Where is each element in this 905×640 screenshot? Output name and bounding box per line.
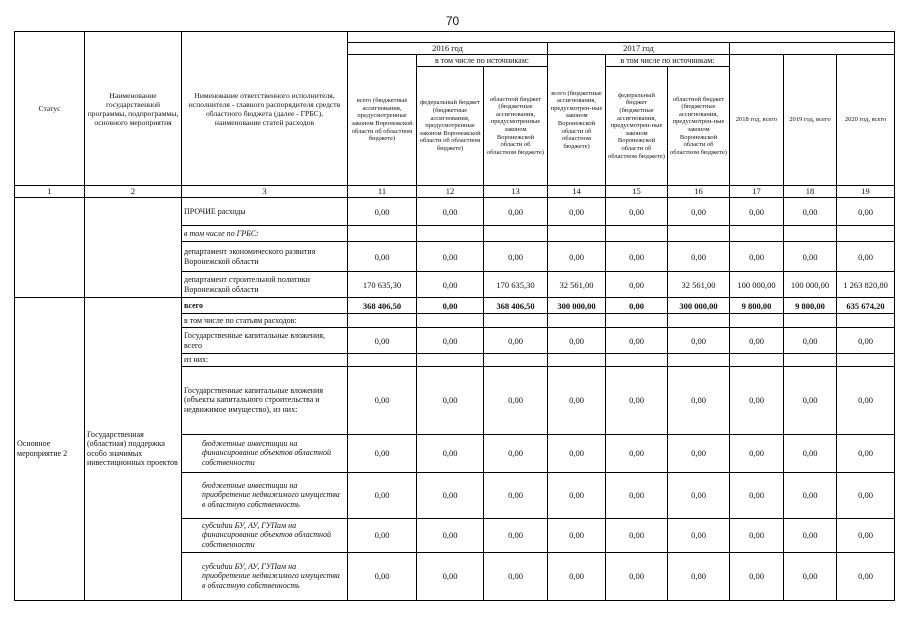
value-cell: 0,00 — [606, 298, 668, 314]
value-cell — [668, 226, 730, 242]
value-cell: 0,00 — [730, 434, 784, 472]
value-cell: 100 000,00 — [784, 272, 837, 298]
row-label: субсидии БУ, АУ, ГУПам на финансирование объектов областной собственности — [182, 518, 348, 552]
value-cell: 368 406,50 — [484, 298, 548, 314]
value-cell: 0,00 — [837, 472, 895, 518]
value-cell: 0,00 — [348, 552, 417, 600]
value-cell: 0,00 — [348, 242, 417, 272]
value-cell: 0,00 — [417, 328, 484, 354]
row-label: из них: — [182, 354, 348, 367]
value-cell: 0,00 — [606, 472, 668, 518]
value-cell: 0,00 — [606, 434, 668, 472]
value-cell: 0,00 — [837, 434, 895, 472]
value-cell — [668, 314, 730, 328]
value-cell: 0,00 — [548, 434, 606, 472]
value-cell: 0,00 — [837, 552, 895, 600]
value-cell: 0,00 — [548, 518, 606, 552]
budget-table — [14, 31, 895, 601]
column-number: 18 — [784, 186, 837, 198]
table-row — [15, 198, 895, 226]
row-label: департамент экономического развития Воронежской области — [182, 242, 348, 272]
value-cell: 0,00 — [484, 366, 548, 434]
column-number: 19 — [837, 186, 895, 198]
header-status: Статус — [15, 32, 85, 186]
header-later-years-spacer — [730, 43, 895, 55]
column-number: 16 — [668, 186, 730, 198]
status-cell-empty — [15, 198, 85, 298]
row-label: бюджетные инвестиции на финансирование объектов областной собственности — [182, 434, 348, 472]
header-2019: 2019 год, всего — [784, 55, 837, 186]
value-cell: 0,00 — [668, 366, 730, 434]
value-cell: 0,00 — [784, 518, 837, 552]
value-cell: 0,00 — [417, 242, 484, 272]
row-label: в том числе по ГРБС: — [182, 226, 348, 242]
value-cell: 0,00 — [417, 434, 484, 472]
value-cell: 0,00 — [668, 434, 730, 472]
value-cell: 0,00 — [730, 472, 784, 518]
header-executor: Нименование ответственного исполнителя, исполнителя - главного распорядителя средств областного бюджета (далее - ГРБС), наименование статей расходов — [182, 32, 348, 186]
row-label: Государственные капитальные вложения, всего — [182, 328, 348, 354]
program-cell: Государственная (областная) поддержка особо значимых инвестиционных проектов — [85, 298, 182, 601]
value-cell: 0,00 — [837, 328, 895, 354]
value-cell: 0,00 — [417, 298, 484, 314]
value-cell — [784, 354, 837, 367]
value-cell: 0,00 — [606, 552, 668, 600]
row-label: субсидии БУ, АУ, ГУПам на приобретение недвижимого имущества в областную собственность — [182, 552, 348, 600]
value-cell — [730, 226, 784, 242]
value-cell: 0,00 — [484, 472, 548, 518]
value-cell: 9 800,00 — [730, 298, 784, 314]
row-label: департамент строительной политики Воронежской области — [182, 272, 348, 298]
value-cell: 0,00 — [484, 198, 548, 226]
value-cell — [606, 354, 668, 367]
value-cell: 0,00 — [730, 198, 784, 226]
row-label: ПРОЧИЕ расходы — [182, 198, 348, 226]
value-cell: 0,00 — [548, 198, 606, 226]
value-cell: 0,00 — [548, 328, 606, 354]
value-cell — [548, 314, 606, 328]
value-cell: 368 406,50 — [348, 298, 417, 314]
table-row — [15, 298, 895, 314]
value-cell: 0,00 — [348, 472, 417, 518]
value-cell: 0,00 — [837, 242, 895, 272]
column-number: 2 — [85, 186, 182, 198]
value-cell — [837, 314, 895, 328]
value-cell: 0,00 — [484, 434, 548, 472]
value-cell: 0,00 — [484, 518, 548, 552]
value-cell: 0,00 — [548, 366, 606, 434]
row-label: Государственные капитальные вложения (объекты капитального строительства и недвижимое имущество), из них: — [182, 366, 348, 434]
header-regional-2016: областной бюджет (бюджетные ассигнования, предусмотренные законом Воронежской области об областном бюджете) — [484, 67, 548, 186]
value-cell — [484, 314, 548, 328]
value-cell: 100 000,00 — [730, 272, 784, 298]
value-cell: 0,00 — [730, 518, 784, 552]
column-number: 1 — [15, 186, 85, 198]
value-cell: 0,00 — [837, 518, 895, 552]
value-cell: 0,00 — [606, 272, 668, 298]
value-cell: 0,00 — [837, 366, 895, 434]
column-number: 13 — [484, 186, 548, 198]
value-cell: 0,00 — [837, 198, 895, 226]
value-cell: 0,00 — [784, 552, 837, 600]
value-cell: 1 263 820,80 — [837, 272, 895, 298]
value-cell — [606, 226, 668, 242]
value-cell — [730, 354, 784, 367]
header-program: Наименование государственной программы, подпрограммы, основного мероприятия — [85, 32, 182, 186]
column-number: 15 — [606, 186, 668, 198]
value-cell: 0,00 — [348, 434, 417, 472]
value-cell — [548, 354, 606, 367]
value-cell: 0,00 — [668, 328, 730, 354]
value-cell: 0,00 — [484, 328, 548, 354]
value-cell: 0,00 — [784, 472, 837, 518]
value-cell: 0,00 — [548, 552, 606, 600]
header-year-2016: 2016 год — [348, 43, 548, 55]
value-cell — [348, 314, 417, 328]
header-2020: 2020 год, всего — [837, 55, 895, 186]
column-number: 14 — [548, 186, 606, 198]
value-cell: 0,00 — [348, 518, 417, 552]
value-cell: 0,00 — [348, 198, 417, 226]
value-cell: 635 674,20 — [837, 298, 895, 314]
value-cell: 170 635,30 — [348, 272, 417, 298]
header-2018: 2018 год, всего — [730, 55, 784, 186]
header-total-2017: всего (бюджетные ассигнования, предусмотрен-ные законом Воронежской области об областном бюджете) — [548, 55, 606, 186]
row-label: всего — [182, 298, 348, 314]
value-cell: 0,00 — [606, 242, 668, 272]
value-cell — [837, 354, 895, 367]
value-cell: 32 561,00 — [548, 272, 606, 298]
value-cell — [784, 314, 837, 328]
header-total-2016: всего (бюджетные ассигнования, предусмотренные законом Воронежской области об областном бюджете) — [348, 55, 417, 186]
page-number: 70 — [445, 14, 460, 28]
value-cell: 0,00 — [548, 242, 606, 272]
value-cell: 0,00 — [606, 366, 668, 434]
value-cell — [348, 226, 417, 242]
value-cell: 0,00 — [668, 242, 730, 272]
value-cell: 300 000,00 — [668, 298, 730, 314]
value-cell: 0,00 — [668, 472, 730, 518]
value-cell: 0,00 — [484, 242, 548, 272]
value-cell — [837, 226, 895, 242]
value-cell: 0,00 — [784, 198, 837, 226]
value-cell: 32 561,00 — [668, 272, 730, 298]
value-cell: 0,00 — [730, 366, 784, 434]
value-cell: 0,00 — [784, 328, 837, 354]
value-cell — [784, 226, 837, 242]
value-cell: 0,00 — [417, 272, 484, 298]
value-cell: 0,00 — [484, 552, 548, 600]
header-federal-2017: федеральный бюджет (бюджетные ассигнования, предусмотрен-ные законом Воронежской области об областном бюджете) — [606, 67, 668, 186]
value-cell: 0,00 — [417, 198, 484, 226]
value-cell: 0,00 — [784, 242, 837, 272]
column-number: 17 — [730, 186, 784, 198]
value-cell: 0,00 — [730, 552, 784, 600]
value-cell — [484, 354, 548, 367]
row-label: в том числе по статьям расходов: — [182, 314, 348, 328]
value-cell: 300 000,00 — [548, 298, 606, 314]
value-cell: 0,00 — [348, 366, 417, 434]
value-cell — [606, 314, 668, 328]
value-cell — [484, 226, 548, 242]
value-cell: 0,00 — [668, 198, 730, 226]
value-cell — [730, 314, 784, 328]
value-cell: 0,00 — [784, 434, 837, 472]
status-cell: Основное мероприятие 2 — [15, 298, 85, 601]
value-cell: 0,00 — [668, 552, 730, 600]
header-federal-2016: федеральный бюджет (бюджетные ассигнования, предусмотренные законом Воронежской области об областном бюджете) — [417, 67, 484, 186]
column-number: 11 — [348, 186, 417, 198]
value-cell: 0,00 — [606, 328, 668, 354]
row-label: бюджетные инвестиции на приобретение недвижимого имущества в областную собственность — [182, 472, 348, 518]
value-cell: 0,00 — [668, 518, 730, 552]
value-cell: 0,00 — [417, 552, 484, 600]
value-cell: 170 635,30 — [484, 272, 548, 298]
column-number-row — [15, 186, 895, 198]
value-cell — [417, 354, 484, 367]
column-number: 12 — [417, 186, 484, 198]
value-cell: 0,00 — [548, 472, 606, 518]
value-cell: 0,00 — [730, 328, 784, 354]
header-incl-sources-2017: в том числе по источникам: — [606, 55, 730, 67]
value-cell — [417, 314, 484, 328]
value-cell: 0,00 — [606, 518, 668, 552]
value-cell: 0,00 — [606, 198, 668, 226]
value-cell — [417, 226, 484, 242]
header-top-spacer — [348, 32, 895, 43]
header-regional-2017: областной бюджет (бюджетные ассигнования, предусмотрен-ные законом Воронежской области об областном бюджете) — [668, 67, 730, 186]
program-cell-empty — [85, 198, 182, 298]
value-cell: 9 800,00 — [784, 298, 837, 314]
value-cell: 0,00 — [784, 366, 837, 434]
value-cell: 0,00 — [417, 366, 484, 434]
header-incl-sources-2016: в том числе по источникам: — [417, 55, 548, 67]
value-cell — [548, 226, 606, 242]
column-number: 3 — [182, 186, 348, 198]
header-year-2017: 2017 год — [548, 43, 730, 55]
value-cell: 0,00 — [730, 242, 784, 272]
value-cell: 0,00 — [417, 472, 484, 518]
value-cell — [348, 354, 417, 367]
value-cell: 0,00 — [417, 518, 484, 552]
value-cell: 0,00 — [348, 328, 417, 354]
value-cell — [668, 354, 730, 367]
